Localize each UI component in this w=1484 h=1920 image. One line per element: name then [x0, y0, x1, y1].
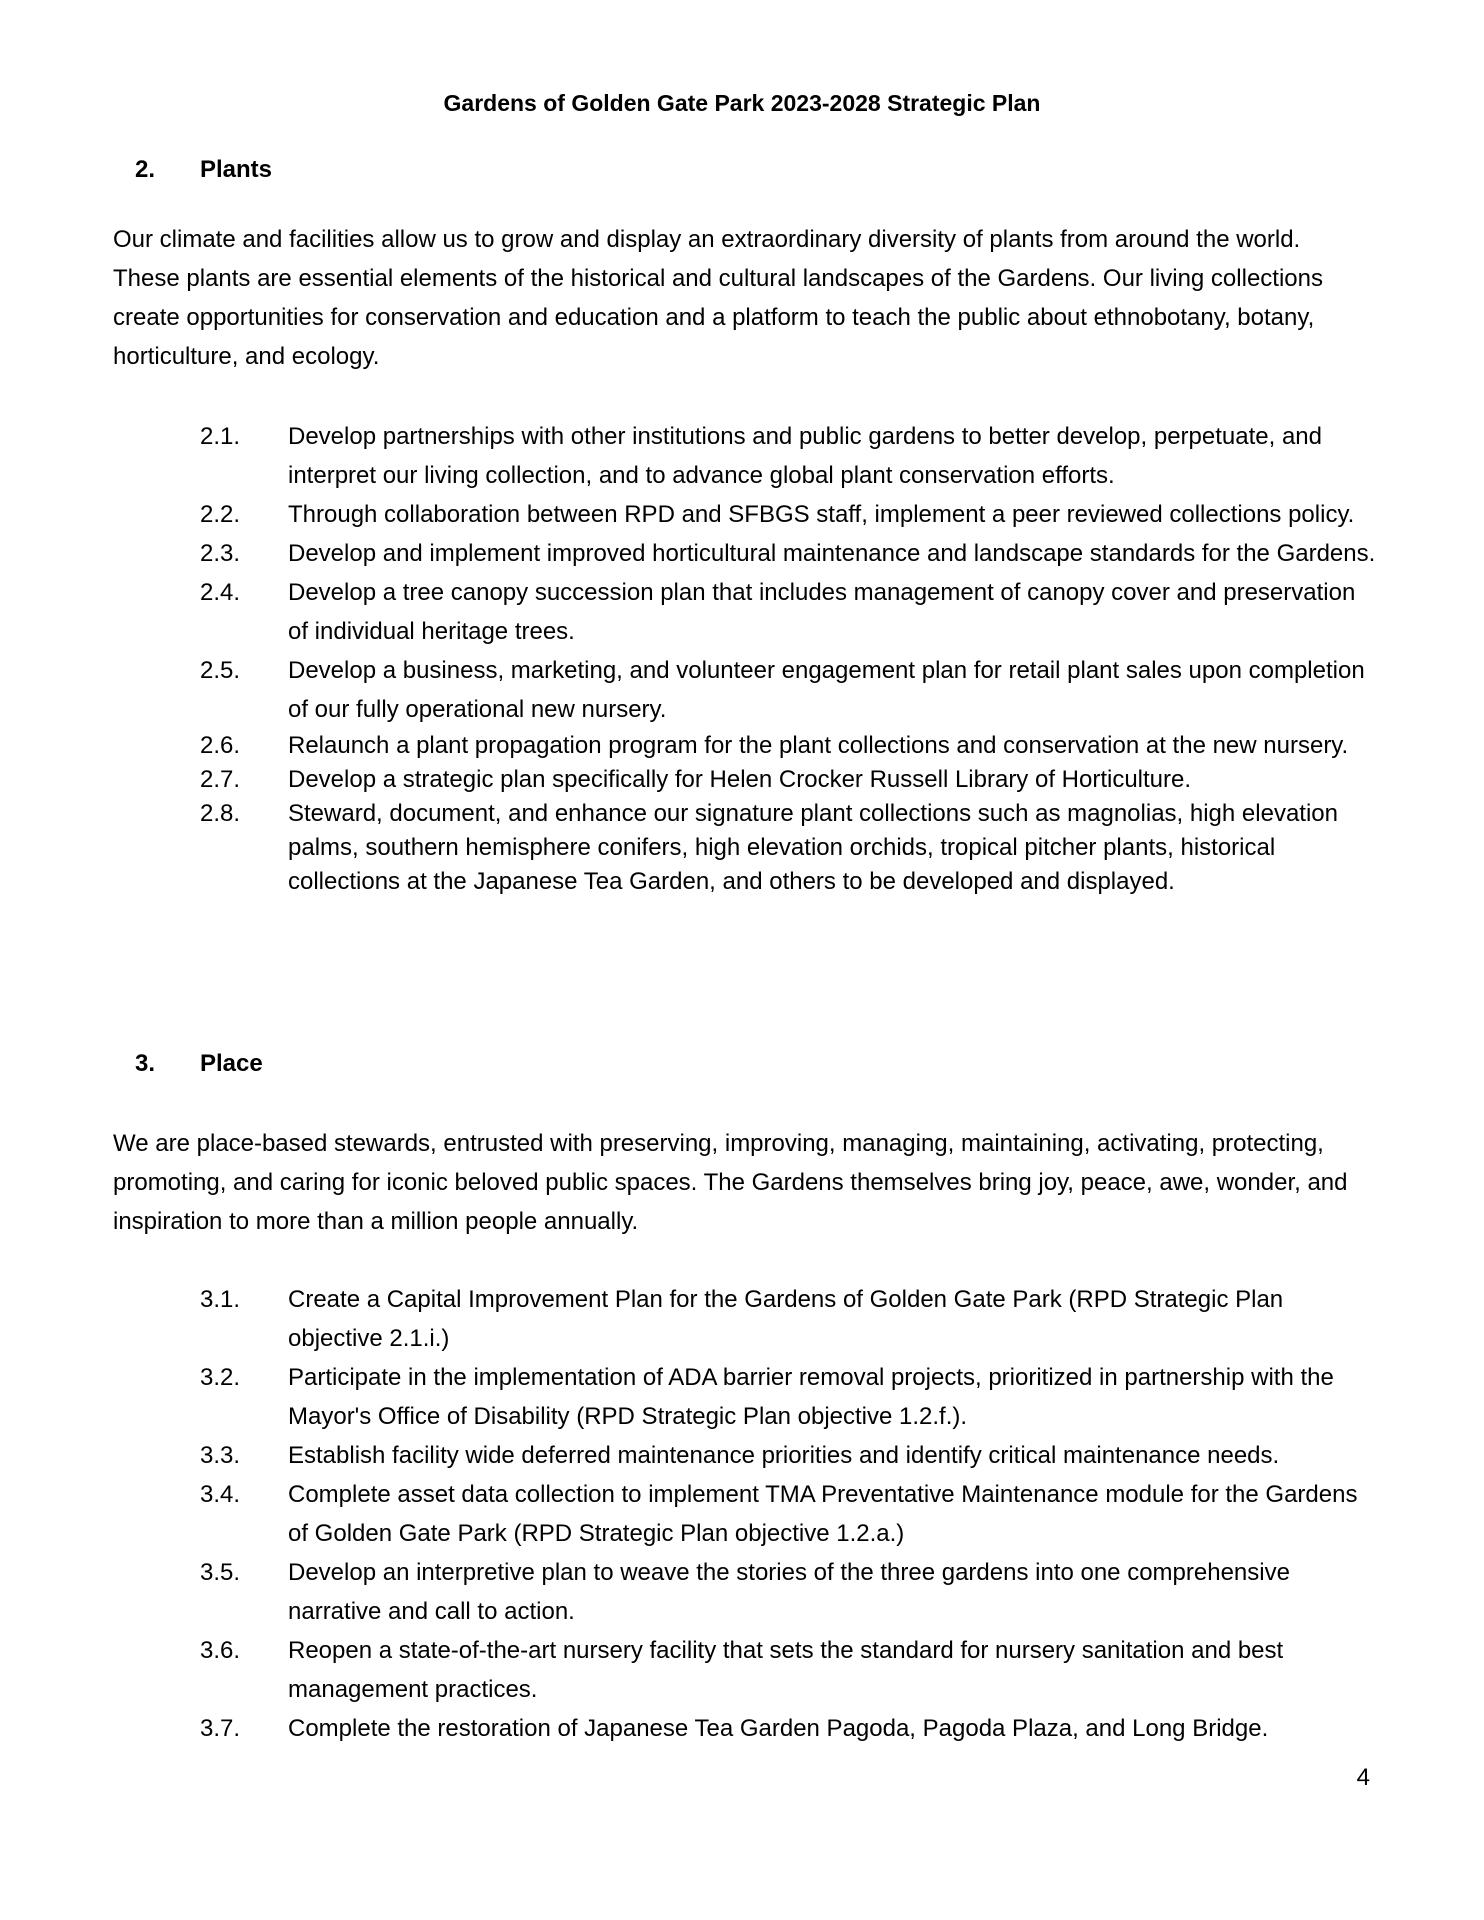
item-number: 3.2. [200, 1364, 241, 1391]
list-item [200, 1475, 1380, 1553]
list-item [200, 763, 1380, 797]
list-item [200, 651, 1380, 729]
list-item [200, 1358, 1380, 1436]
section-intro-place: We are place-based stewards, entrusted with preserving, improving, managing, maintaining, activating, protecting, promoting, and caring for iconic beloved public spaces. The Gardens themselves bring joy, peace, awe, wonder, and inspiration to more than a million people annually. [113, 1130, 1348, 1235]
item-text: Relaunch a plant propagation program for the plant collections and conservation at the new nursery. [288, 732, 1349, 759]
list-item [200, 797, 1380, 899]
item-text: Develop a strategic plan specifically for Helen Crocker Russell Library of Horticulture. [288, 766, 1192, 793]
item-number: 2.4. [200, 579, 241, 606]
item-text: Develop and implement improved horticultural maintenance and landscape standards for the Gardens. [288, 540, 1376, 567]
item-text: Through collaboration between RPD and SFBGS staff, implement a peer reviewed collections policy. [288, 501, 1355, 528]
item-number: 2.6. [200, 732, 241, 759]
page-number: 4 [1356, 1764, 1370, 1791]
document-title: Gardens of Golden Gate Park 2023-2028 Strategic Plan [443, 90, 1041, 116]
item-number: 2.2. [200, 501, 241, 528]
section-number: 2. [135, 156, 156, 183]
item-text: Complete the restoration of Japanese Tea Garden Pagoda, Pagoda Plaza, and Long Bridge. [288, 1715, 1269, 1742]
item-number: 3.4. [200, 1481, 241, 1508]
section-number: 3. [135, 1050, 156, 1077]
item-text: Develop partnerships with other institutions and public gardens to better develop, perpetuate, and interpret our living collection, and to advance global plant conservation efforts. [288, 423, 1322, 489]
list-item [200, 1436, 1380, 1475]
list-item [200, 417, 1380, 495]
list-item [200, 1280, 1380, 1358]
item-number: 2.8. [200, 800, 241, 827]
section-title: Plants [200, 156, 273, 183]
list-item [200, 495, 1380, 534]
item-number: 3.6. [200, 1637, 241, 1664]
list-item [200, 1553, 1380, 1631]
item-text: Develop a business, marketing, and volunteer engagement plan for retail plant sales upon completion of our fully operational new nursery. [288, 657, 1365, 723]
section-heading-place [135, 1048, 263, 1080]
item-number: 3.5. [200, 1559, 241, 1586]
item-text: Participate in the implementation of ADA barrier removal projects, prioritized in partnership with the Mayor's Office of Disability (RPD Strategic Plan objective 1.2.f.). [288, 1364, 1334, 1430]
section-heading-plants [135, 154, 272, 186]
item-number: 2.1. [200, 423, 241, 450]
list-item [200, 729, 1380, 763]
item-number: 3.7. [200, 1715, 241, 1742]
item-number: 3.3. [200, 1442, 241, 1469]
section-intro-plants: Our climate and facilities allow us to grow and display an extraordinary diversity of plants from around the world. These plants are essential elements of the historical and cultural landscapes of the Gardens. Our living collections create opportunities for conservation and education and a platform to teach the public about ethnobotany, botany, horticulture, and ecology. [113, 226, 1323, 370]
objectives-list-plants [200, 417, 1380, 899]
section-title: Place [200, 1050, 263, 1077]
item-text: Reopen a state-of-the-art nursery facility that sets the standard for nursery sanitation and best management practices. [288, 1637, 1284, 1703]
item-text: Develop an interpretive plan to weave the stories of the three gardens into one comprehensive narrative and call to action. [288, 1559, 1290, 1625]
objectives-list-place [200, 1280, 1380, 1748]
item-text: Develop a tree canopy succession plan that includes management of canopy cover and preservation of individual heritage trees. [288, 579, 1356, 645]
item-text: Establish facility wide deferred maintenance priorities and identify critical maintenance needs. [288, 1442, 1280, 1469]
list-item [200, 534, 1380, 573]
item-number: 2.3. [200, 540, 241, 567]
list-item [200, 573, 1380, 651]
list-item [200, 1709, 1380, 1748]
item-text: Steward, document, and enhance our signature plant collections such as magnolias, high elevation palms, southern hemisphere conifers, high elevation orchids, tropical pitcher plants, historical collections at the Japanese Tea Garden, and others to be developed and displayed. [288, 800, 1338, 895]
item-text: Create a Capital Improvement Plan for the Gardens of Golden Gate Park (RPD Strategic Plan objective 2.1.i.) [288, 1286, 1284, 1352]
item-number: 3.1. [200, 1286, 241, 1313]
item-number: 2.5. [200, 657, 241, 684]
list-item [200, 1631, 1380, 1709]
item-number: 2.7. [200, 766, 241, 793]
item-text: Complete asset data collection to implement TMA Preventative Maintenance module for the Gardens of Golden Gate Park (RPD Strategic Plan objective 1.2.a.) [288, 1481, 1358, 1547]
